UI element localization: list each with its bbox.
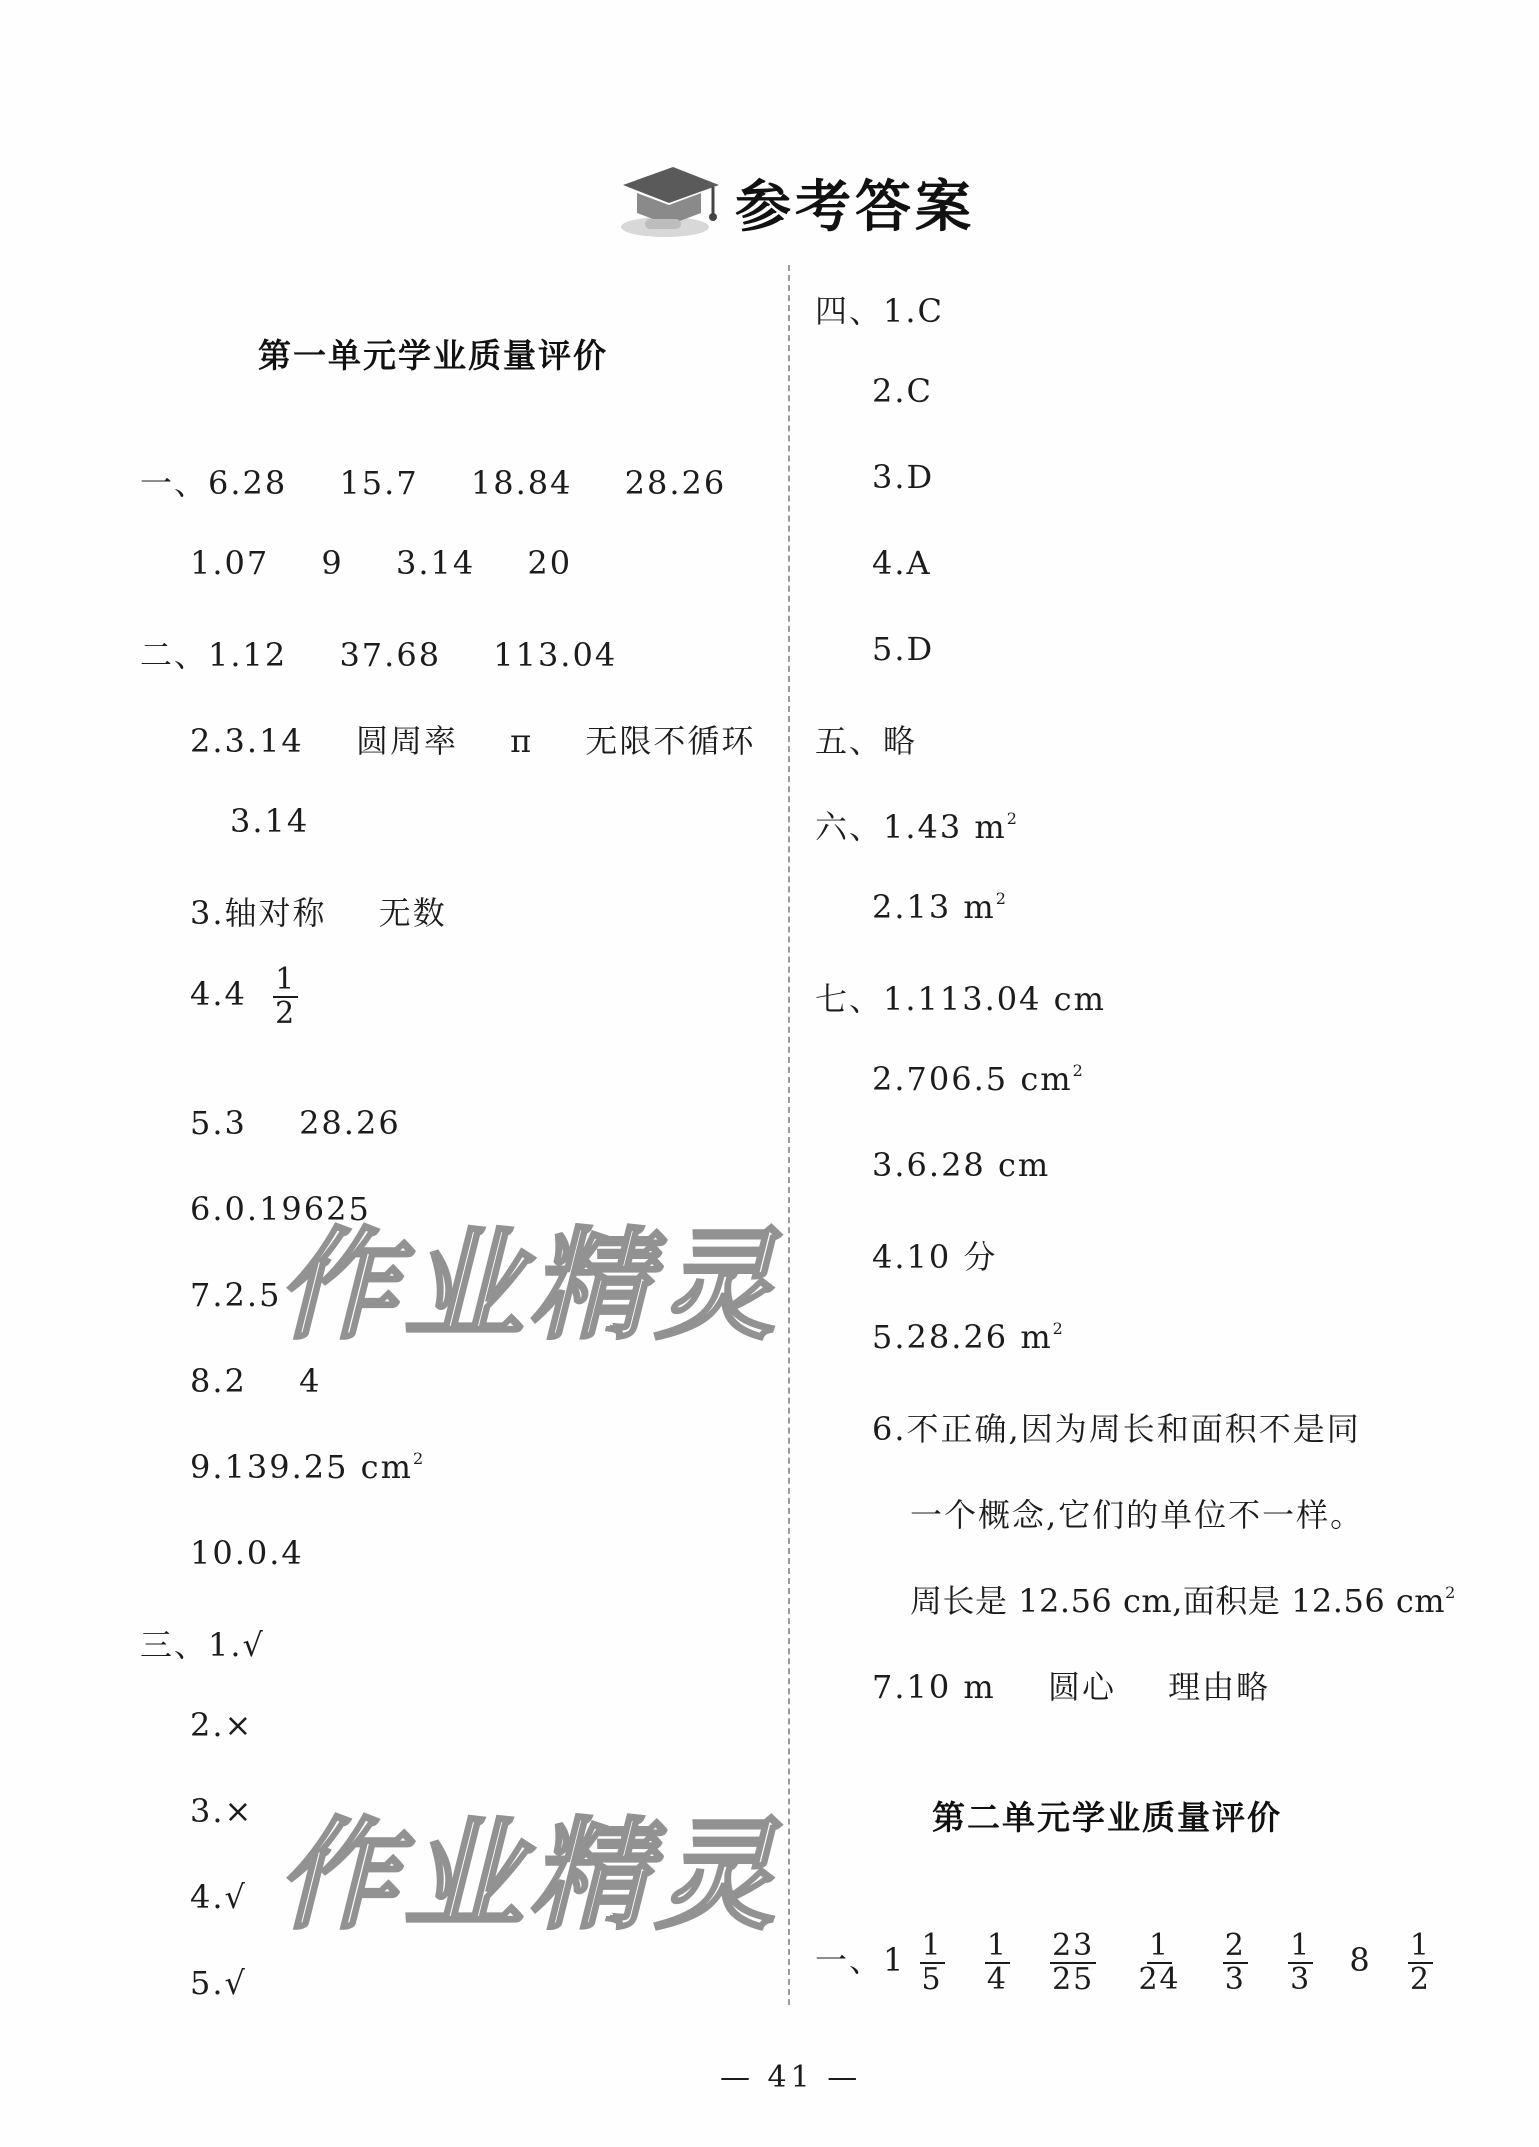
answer-3-5: 5.√ xyxy=(190,1964,247,2002)
superscript: 2 xyxy=(995,889,1008,908)
answer-7-1: 七、1.113.04 cm xyxy=(815,980,1106,1018)
fraction xyxy=(920,1930,945,1995)
answer-4-3: 3.D xyxy=(872,458,935,496)
answer-label: 周长是 12.56 cm,面积是 12.56 cm xyxy=(910,1582,1446,1620)
fraction-denominator: 25 xyxy=(1052,1961,1095,1997)
answer-value: 理由略 xyxy=(1168,1668,1271,1706)
answer-2-3 xyxy=(190,888,447,934)
answer-5: 五、略 xyxy=(815,722,918,760)
answer-6-1 xyxy=(815,802,1019,848)
fraction-numerator: 1 xyxy=(1148,1928,1171,1963)
answer-3-1: 三、1.√ xyxy=(140,1626,265,1664)
answer-7-5 xyxy=(872,1318,1065,1356)
answer-3-3: 3.× xyxy=(190,1792,254,1830)
answer-label: 一、6.28 xyxy=(140,464,288,502)
answer-label: 3.轴对称 xyxy=(190,894,327,932)
fraction-denominator: 2 xyxy=(275,995,297,1031)
section-title-unit2: 第二单元学业质量评价 xyxy=(932,1798,1282,1837)
answer-label: 8.2 xyxy=(190,1362,247,1400)
fraction xyxy=(1288,1930,1313,1995)
answer-7-7 xyxy=(872,1662,1270,1708)
fraction-numerator: 1 xyxy=(1290,1928,1312,1963)
answer-label: 一、1 xyxy=(815,1941,906,1979)
answer-2-8 xyxy=(190,1362,321,1400)
fraction xyxy=(1050,1930,1096,1995)
answer-value: 20 xyxy=(527,544,573,582)
answer-2-1 xyxy=(140,630,617,676)
fraction-denominator: 5 xyxy=(921,1961,943,1997)
answer-7-6a: 6.不正确,因为周长和面积不是同 xyxy=(872,1410,1361,1448)
answer-7-6b: 一个概念,它们的单位不一样。 xyxy=(910,1496,1365,1534)
superscript: 2 xyxy=(1006,809,1019,828)
fraction xyxy=(1223,1930,1248,1995)
answer-6-2 xyxy=(872,888,1008,926)
answer-value: 15.7 xyxy=(339,464,419,502)
fraction xyxy=(273,964,298,1029)
answer-label: 5.28.26 m xyxy=(872,1318,1053,1356)
graduation-cap-icon xyxy=(615,155,725,245)
column-divider xyxy=(788,265,790,2005)
answer-3-2: 2.× xyxy=(190,1706,254,1744)
answer-value: 28.26 xyxy=(299,1104,401,1142)
answer-2-5 xyxy=(190,1104,401,1142)
answer-label: 7.10 m xyxy=(872,1668,996,1706)
page-header xyxy=(615,155,995,250)
answer-value: π xyxy=(510,722,534,760)
answer-value: 无限不循环 xyxy=(585,722,756,760)
answer-value: 3.14 xyxy=(395,544,476,582)
answer-4-1: 四、1.C xyxy=(815,292,945,330)
answer-2-2b: 3.14 xyxy=(230,802,310,840)
answer-1b xyxy=(190,544,572,582)
fraction xyxy=(985,1930,1010,1995)
answer-7-3: 3.6.28 cm xyxy=(872,1146,1051,1184)
answer-value: 9 xyxy=(321,544,344,582)
answer-value: 圆心 xyxy=(1047,1668,1116,1706)
answer-value: 37.68 xyxy=(339,636,442,674)
fraction-numerator: 1 xyxy=(921,1928,943,1963)
answer-label: 2.706.5 cm xyxy=(872,1060,1073,1098)
answer-4-4: 4.A xyxy=(872,544,932,582)
answer-value: 无数 xyxy=(378,894,447,932)
watermark: 作业精灵 xyxy=(270,1217,809,1356)
fraction-denominator: 2 xyxy=(1409,1961,1431,1997)
fraction-denominator: 3 xyxy=(1224,1961,1246,1997)
answer-label: 2.3.14 xyxy=(190,722,304,760)
answer-value: 113.04 xyxy=(493,636,618,674)
superscript: 2 xyxy=(1052,1319,1065,1338)
answer-2-9 xyxy=(190,1448,425,1486)
answer-2-10: 10.0.4 xyxy=(190,1534,304,1572)
answer-2-6: 6.0.19625 xyxy=(190,1190,371,1228)
answer-value: 4 xyxy=(299,1362,322,1400)
answer-value: 8 xyxy=(1349,1941,1372,1979)
fraction-numerator: 23 xyxy=(1052,1928,1095,1963)
fraction xyxy=(1136,1930,1182,1995)
answer-label: 5.3 xyxy=(190,1104,247,1142)
fraction-numerator: 2 xyxy=(1224,1928,1246,1963)
answer-value: 28.26 xyxy=(624,464,727,502)
superscript: 2 xyxy=(1072,1061,1085,1080)
answer-s2-1 xyxy=(815,1930,1447,1995)
fraction-denominator: 4 xyxy=(986,1961,1008,1997)
answer-3-4: 4.√ xyxy=(190,1878,247,1916)
answer-4-5: 5.D xyxy=(872,630,935,668)
answer-value: 1.07 xyxy=(190,544,270,582)
superscript: 2 xyxy=(412,1449,426,1468)
answer-value: 圆周率 xyxy=(355,722,458,760)
section-title-unit1: 第一单元学业质量评价 xyxy=(258,336,608,375)
answer-1 xyxy=(140,458,726,504)
answer-7-4: 4.10 分 xyxy=(872,1238,998,1276)
superscript: 2 xyxy=(1445,1583,1456,1602)
answer-7-2 xyxy=(872,1060,1085,1098)
answer-4-2: 2.C xyxy=(872,372,934,410)
answer-label: 二、1.12 xyxy=(140,636,288,674)
answer-label: 9.139.25 cm xyxy=(190,1448,413,1486)
answer-label: 六、1.43 m xyxy=(815,808,1007,846)
answer-7-6c xyxy=(910,1576,1456,1622)
answer-label: 4.4 xyxy=(190,975,247,1013)
fraction-denominator: 24 xyxy=(1138,1961,1181,1997)
page-title: 参考答案 xyxy=(735,174,975,240)
fraction-numerator: 1 xyxy=(275,962,297,997)
page-number: — 41 — xyxy=(720,2060,862,2095)
fraction-numerator: 1 xyxy=(986,1928,1008,1963)
answer-label: 2.13 m xyxy=(872,888,996,926)
answer-2-7: 7.2.5 xyxy=(190,1276,282,1314)
watermark: 作业精灵 xyxy=(270,1807,809,1946)
answer-value: 18.84 xyxy=(470,464,573,502)
fraction-denominator: 3 xyxy=(1290,1961,1312,1997)
fraction xyxy=(1408,1930,1433,1995)
answer-2-2 xyxy=(190,716,755,762)
answer-2-4 xyxy=(190,964,312,1029)
fraction-numerator: 1 xyxy=(1409,1928,1431,1963)
